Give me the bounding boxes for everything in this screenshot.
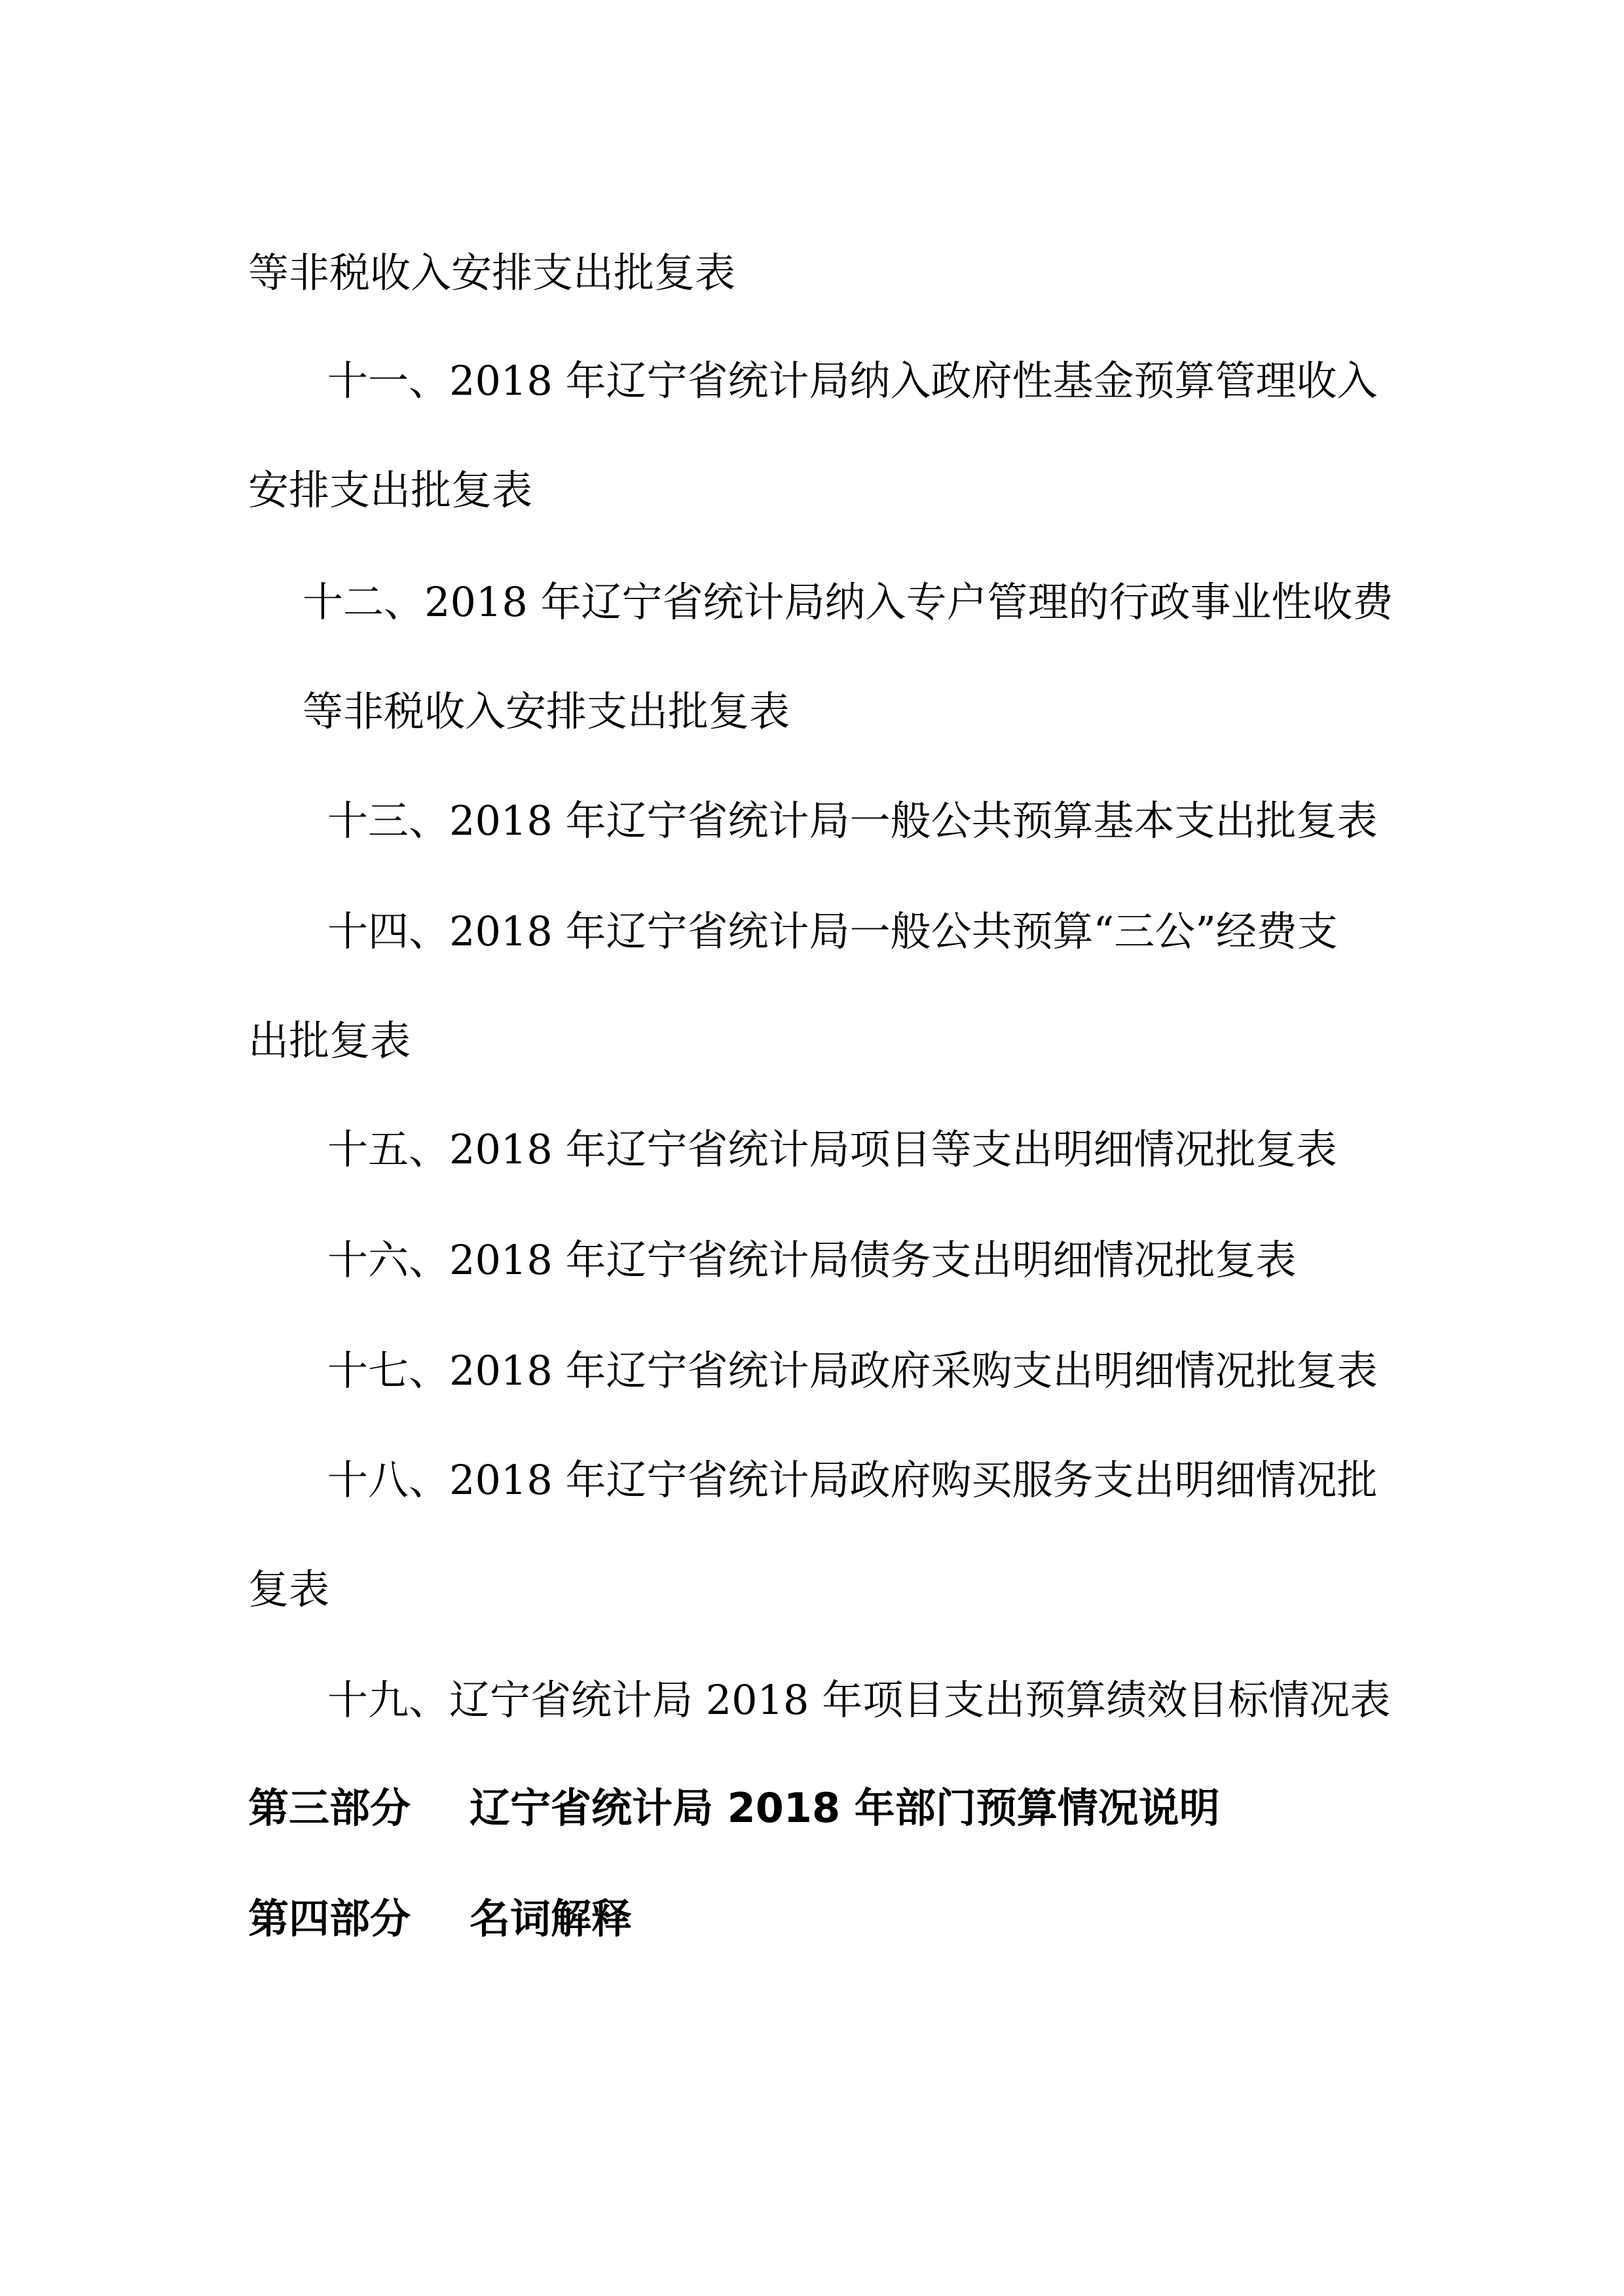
part-4-heading xyxy=(248,1893,632,1945)
toc-item-17: 十七、2018 年辽宁省统计局政府采购支出明细情况批复表 xyxy=(327,1347,1378,1394)
toc-item-11: 十一、2018 年辽宁省统计局纳入政府性基金预算管理收入 xyxy=(327,357,1378,405)
part-4-title: 名词解释 xyxy=(470,1895,633,1942)
toc-item-13: 十三、2018 年辽宁省统计局一般公共预算基本支出批复表 xyxy=(327,797,1378,845)
toc-item-12-continuation: 等非税收入安排支出批复表 xyxy=(303,687,790,735)
part-3-heading xyxy=(248,1782,1220,1834)
toc-item-11-continuation: 安排支出批复表 xyxy=(248,466,533,514)
toc-item-18: 十八、2018 年辽宁省统计局政府购买服务支出明细情况批 xyxy=(327,1456,1378,1504)
toc-item-10-continuation: 等非税收入安排支出批复表 xyxy=(248,249,736,297)
part-3-label: 第三部分 xyxy=(248,1784,411,1832)
toc-item-18-continuation: 复表 xyxy=(248,1565,330,1613)
toc-item-15: 十五、2018 年辽宁省统计局项目等支出明细情况批复表 xyxy=(327,1125,1337,1173)
part-3-title: 辽宁省统计局 2018 年部门预算情况说明 xyxy=(470,1784,1220,1832)
toc-item-14: 十四、2018 年辽宁省统计局一般公共预算“三公”经费支 xyxy=(327,907,1338,955)
toc-item-16: 十六、2018 年辽宁省统计局债务支出明细情况批复表 xyxy=(327,1236,1297,1284)
toc-item-19: 十九、辽宁省统计局 2018 年项目支出预算绩效目标情况表 xyxy=(327,1676,1391,1724)
toc-item-14-continuation: 出批复表 xyxy=(248,1017,411,1065)
part-4-label: 第四部分 xyxy=(248,1895,411,1942)
toc-item-12: 十二、2018 年辽宁省统计局纳入专户管理的行政事业性收费 xyxy=(303,578,1393,626)
